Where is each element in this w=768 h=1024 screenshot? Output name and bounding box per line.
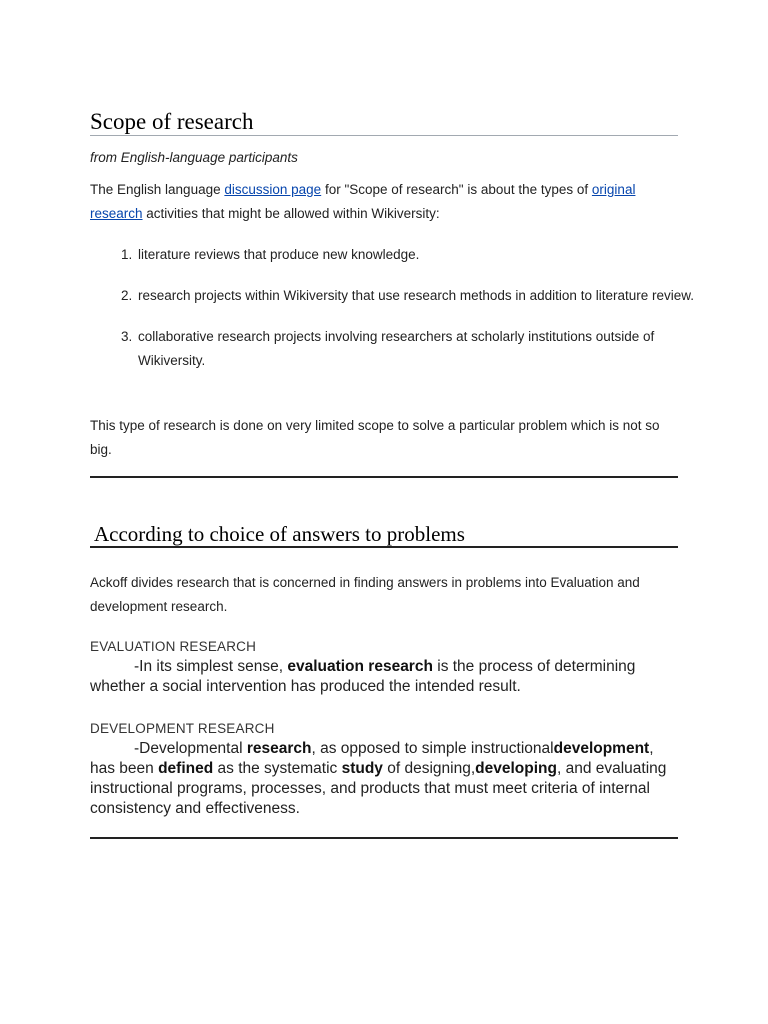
dev-bold-1: research	[246, 740, 312, 757]
dev-text-4: as the systematic	[213, 760, 342, 777]
dev-text-5: of designing,	[382, 760, 476, 777]
dev-text-6: , and evaluating instructional programs, processes, and products that must meet criteria of internal consistency and effectiveness.	[90, 760, 667, 817]
dev-bold-5: developing	[475, 760, 557, 777]
divider	[90, 476, 678, 478]
development-research-label: DEVELOPMENT RESEARCH	[90, 721, 275, 736]
list-item: 3. collaborative research projects involving researchers at scholarly institutions outside of Wikiversity.	[136, 325, 696, 373]
research-types-list	[114, 243, 696, 390]
intro-paragraph	[90, 178, 680, 226]
eval-bold-1: evaluation research	[287, 658, 433, 675]
section-subtitle: from English-language participants	[90, 150, 298, 165]
intro-text-3: activities that might be allowed within Wikiversity:	[142, 206, 440, 221]
dev-bold-3: defined	[158, 760, 214, 777]
eval-text-1: -In its simplest sense,	[134, 658, 288, 675]
evaluation-research-text	[90, 657, 670, 697]
dev-text-2: , as opposed to simple instructional	[311, 740, 554, 757]
intro-text-1: The English language	[90, 182, 225, 197]
ackoff-paragraph: Ackoff divides research that is concerned in finding answers in problems into Evaluation and development research.	[90, 575, 640, 614]
development-research-text	[90, 739, 670, 819]
divider	[90, 837, 678, 839]
dev-text-3: , has been	[90, 740, 654, 777]
dev-bold-2: development	[553, 740, 650, 757]
original-research-link[interactable]: original research	[90, 182, 636, 221]
dev-bold-4: study	[341, 760, 383, 777]
evaluation-research-label: EVALUATION RESEARCH	[90, 639, 257, 654]
list-item: 2. research projects within Wikiversity that use research methods in addition to literature review.	[136, 284, 696, 308]
dev-text-1: -Developmental	[134, 740, 247, 757]
section-title-answers: According to choice of answers to problems	[90, 519, 678, 548]
eval-text-2: is the process of determining whether a social intervention has produced the intended result.	[90, 658, 636, 695]
list-item: 1. literature reviews that produce new knowledge.	[136, 243, 696, 267]
intro-text-2: for "Scope of research" is about the types of	[321, 182, 592, 197]
closing-paragraph: This type of research is done on very limited scope to solve a particular problem which is not so big.	[90, 418, 660, 457]
discussion-page-link[interactable]: discussion page	[224, 182, 322, 197]
section-title-scope: Scope of research	[90, 107, 678, 136]
